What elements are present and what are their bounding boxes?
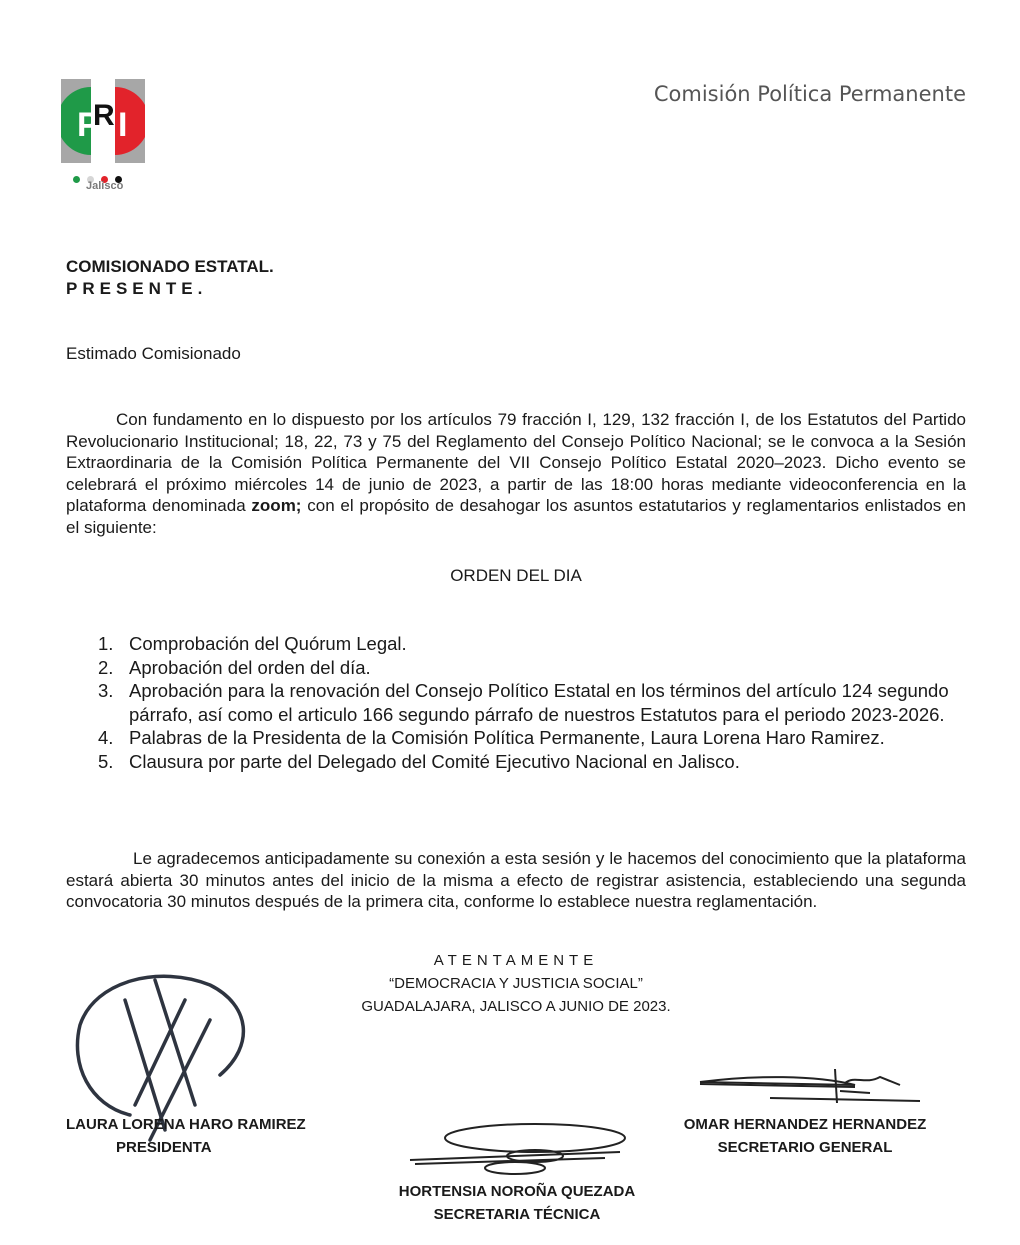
agenda-item-text: Aprobación del orden del día. (129, 656, 371, 678)
closing-atentamente: ATENTAMENTE (433, 952, 599, 969)
agenda-item-number: 4. (98, 727, 114, 748)
logo-subtitle: Jalisco (86, 180, 124, 192)
agenda-item-text: Comprobación del Quórum Legal. (129, 633, 407, 654)
signature-secretaria-icon (405, 1120, 635, 1180)
platform-name: zoom; (251, 496, 302, 515)
agenda-item-number: 5. (98, 750, 114, 772)
recipient-line: COMISIONADO ESTATAL. (66, 257, 274, 276)
logo-letter-i: I (118, 106, 128, 144)
agenda-item (98, 679, 978, 726)
logo-color-dots (73, 170, 133, 180)
agenda-item-number: 2. (98, 656, 114, 678)
green-dot-icon (73, 176, 80, 183)
agenda-item-text: Palabras de la Presidenta de la Comisión Política Permanente, Laura Lorena Haro Ramirez. (129, 727, 885, 748)
agenda-item (98, 726, 978, 750)
agenda-title: ORDEN DEL DIA (450, 566, 582, 585)
agenda-item (98, 750, 978, 774)
logo-letter-r: R (93, 99, 115, 132)
pri-logo-icon (61, 79, 145, 163)
signatory-role: SECRETARIO GENERAL (717, 1139, 893, 1156)
signatory-secretaria-tecnica (392, 1180, 642, 1226)
agenda-item-text: Clausura por parte del Delegado del Comité Ejecutivo Nacional en Jalisco. (129, 750, 740, 772)
logo-letter-p: P (77, 106, 100, 144)
convocation-paragraph (66, 409, 966, 538)
agenda-item (98, 632, 978, 656)
agenda-item-number: 1. (98, 633, 114, 654)
recipient-presente: PRESENTE. (66, 279, 208, 298)
agenda-list (98, 632, 978, 773)
pri-logo (61, 79, 145, 163)
paragraph-tail: con el propósito de desahogar los asuntos estatutarios y reglamentarios enlistados en el siguiente: (66, 496, 966, 537)
recipient-block (66, 256, 274, 300)
signatory-name: OMAR HERNANDEZ HERNANDEZ (683, 1116, 927, 1133)
closing-motto: “DEMOCRACIA Y JUSTICIA SOCIAL” (389, 975, 643, 992)
agenda-item (98, 656, 978, 680)
signatory-role: SECRETARIA TÉCNICA (433, 1206, 601, 1223)
header-title: Comisión Política Permanente (653, 82, 966, 106)
signatory-role: PRESIDENTA (116, 1139, 212, 1156)
salutation: Estimado Comisionado (66, 344, 241, 363)
closing-paragraph: Le agradecemos anticipadamente su conexión a esta sesión y le hacemos del conocimiento que la plataforma estará abierta 30 minutos antes del inicio de la misma a efecto de registrar asistencia, estableciendo una segunda convocatoria 30 minutos después de la primera cita, conforme lo establece nuestra reglamentación. (66, 849, 966, 911)
signatory-secretario-general (680, 1113, 930, 1159)
agenda-item-text: Aprobación para la renovación del Consejo Político Estatal en los términos del artículo 124 segundo párrafo, así como el articulo 166 segundo párrafo de nuestros Estatutos para el periodo 2023-2026. (129, 680, 949, 725)
signature-secretario-icon (695, 1065, 925, 1110)
paragraph-text: Con fundamento en lo dispuesto por los artículos 79 fracción I, 129, 132 fracción I, de los Estatutos del Partido Revolucionario Institucional; 18, 22, 73 y 75 del Reglamento del Consejo Político Nacional; se le convoca a la Sesión Extraordinaria de la Comisión Política Permanente del VII Consejo Político Estatal 2020–2023. Dicho evento se celebrará el próximo miércoles 14 de junio de 2023, a partir de las 18:00 horas mediante videoconferencia en la plataforma denominada (66, 410, 966, 515)
agenda-item-number: 3. (98, 680, 114, 701)
signatory-name: HORTENSIA NOROÑA QUEZADA (398, 1183, 636, 1200)
signatory-presidenta (66, 1113, 306, 1159)
signatory-name: LAURA LORENA HARO RAMIREZ (66, 1116, 306, 1133)
closing-place-date: GUADALAJARA, JALISCO A JUNIO DE 2023. (361, 998, 671, 1015)
